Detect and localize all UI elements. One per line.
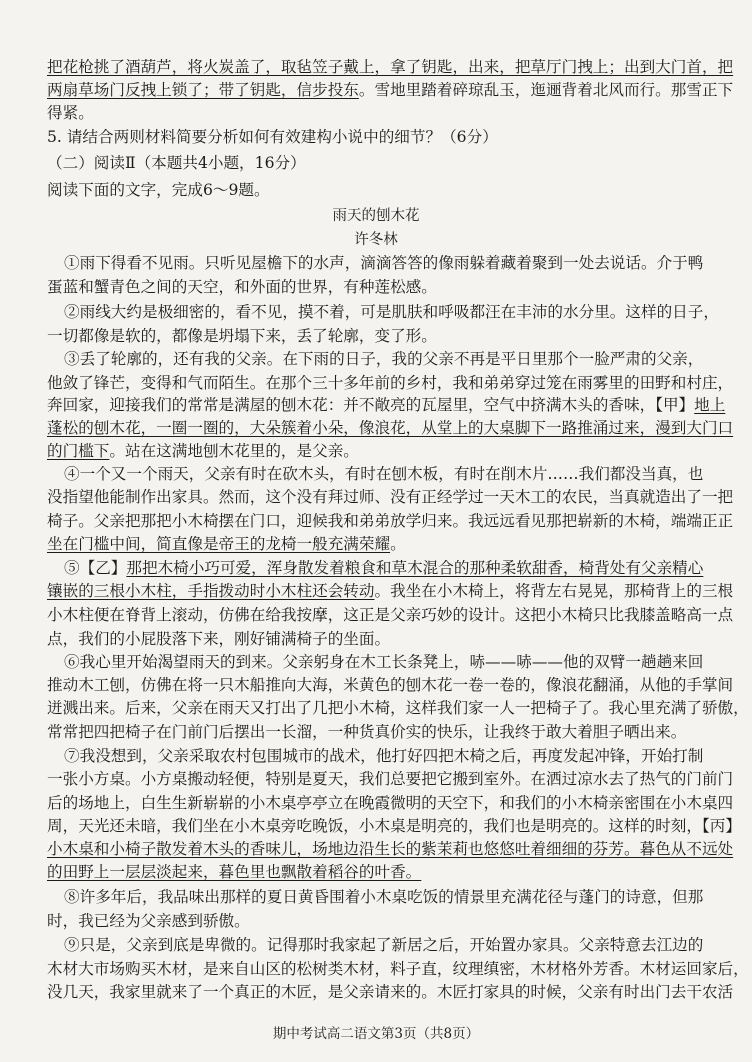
text-line: 木材大市场购买木材，是来自山区的松树类木材，料子直，纹理缜密，木材格外芳香。木材运回家后， (47, 960, 749, 978)
text-line: 两扇草场门反拽上锁了；带了钥匙，信步投东。雪地里踏着碎琼乱玉，迤逦背着北风而行。那雪正下 (47, 81, 734, 99)
article-title: 雨天的刨木花 (332, 208, 420, 224)
text-line (47, 417, 752, 439)
text-line: 蛋蓝和蟹青色之间的天空，和外面的世界，有种莲松感。 (47, 278, 437, 296)
text-line: 的门槛下。站在这满地刨木花里的，是父亲。 (47, 442, 359, 460)
underlined-text: 地上 (694, 396, 726, 414)
text-line: 一切都像是软的，都像是坍塌下来，丢了轮廓，变了形。 (47, 327, 437, 345)
text-line: 奔回家，迎接我们的常常是满屋的刨木花：并不敞亮的瓦屋里，空气中挤满木头的香味，【甲】地上 (47, 396, 726, 414)
underlined-text: 的田野上一层层淡起来，暮色里也飘散着稻谷的叶香。 (47, 863, 422, 881)
underlined-text: 两扇草场门反拽上锁了；带了钥匙，信步投东 (47, 81, 359, 99)
underlined-text: 蓬松的刨木花，一圈一圈的，大朵簇着小朵，像浪花，从堂上的大桌脚下一路推涌过来，漫到大门口 (47, 419, 734, 437)
underlined-text: 那把木椅小巧可爱，浑身散发着粮食和草木混合的那种柔软甜香，椅背处有父亲精心 (126, 559, 704, 577)
text-line: ④一个又一个雨天，父亲有时在砍木头，有时在刨木板，有时在削木片……我们都没当真，也 (64, 465, 704, 483)
text-line: ②雨线大约是极细密的，看不见，摸不着，可是肌肤和呼吸都汪在丰沛的水分里。这样的日子， (64, 303, 719, 321)
text-line: ⑥我心里开始渴望雨天的到来。父亲躬身在木工长条凳上，哧——哧——他的双臂一趟趟来回 (64, 653, 704, 671)
text-line (47, 838, 752, 860)
article-author: 许冬林 (354, 232, 398, 248)
text-line: ①雨下得看不见雨。只听见屋檐下的水声，滴滴答答的像雨躲着藏着聚到一处去说话。介于鸭 (64, 254, 704, 272)
text-line: 椅子。父亲把那把小木椅摆在门口，迎候我和弟弟放学归来。我远远看见那把崭新的木椅，端端正正 (47, 512, 734, 530)
text-line: ⑧许多年后，我品味出那样的夏日黄昏围着小木桌吃饭的情景里充满花径与蓬门的诗意，但那 (64, 888, 704, 906)
underlined-text: 坐在门槛中间，简直像是帝王的龙椅一般充满荣耀 (47, 535, 391, 553)
text-line: 迸溅出来。后来，父亲在雨天又打出了几把小木椅，这样我们家一人一把椅子了。我心里充满了骄傲， (47, 699, 749, 717)
text-line: ⑨只是，父亲到底是卑微的。记得那时我家起了新居之后，开始置办家具。父亲特意去江边的 (64, 936, 704, 954)
question-5: 5. 请结合两则材料简要分析如何有效建构小说中的细节？（6分） (47, 128, 498, 146)
underlined-text: 的门槛下 (47, 442, 110, 460)
text-line: 常常把四把椅子在门前门后摆出一长溜，一种货真价实的快乐，让我终于敢大着胆子晒出来。 (47, 723, 687, 741)
underlined-text: 小木桌和小椅子散发着木头的香味儿，场地边沿生长的紫茉莉也悠悠吐着细细的芬芳。暮色从不远处 (47, 840, 734, 858)
text-line: 一张小方桌。小方桌搬动轻便，特别是夏天，我们总要把它搬到室外。在洒过凉水去了热气的门前门 (47, 770, 734, 788)
section-heading: （二）阅读Ⅱ（本题共4小题，16分） (47, 154, 306, 172)
text-line: ③丢了轮廓的，还有我的父亲。在下雨的日子，我的父亲不再是平日里那个一脸严肃的父亲， (64, 350, 704, 368)
text-line: ⑦我没想到，父亲采取农村包围城市的战术，他打好四把木椅之后，再度发起冲锋，开始打制 (64, 747, 704, 765)
text-line: 没指望他能制作出家具。然而，这个没有拜过师、没有正经学过一天木工的农民，当真就造出了一把 (47, 488, 734, 506)
text-line: 得紧。 (47, 104, 94, 122)
text-line: 推动木工刨，仿佛在将一只木船推向大海，米黄色的刨木花一卷一卷的，像浪花翻涌，从他的手掌间 (47, 676, 734, 694)
text-line (47, 861, 752, 883)
text-line: 周，天光还未暗，我们坐在小木桌旁吃晚饭，小木桌是明亮的，我们也是明亮的。这样的时刻，【丙】 (47, 817, 741, 835)
text-line: 后的场地上，白生生新崭崭的小木桌亭亭立在晚霞微明的天空下，和我们的小木椅亲密围在小木桌四 (47, 794, 734, 812)
underlined-text: 把花枪挑了酒葫芦，将火炭盖了，取毡笠子戴上，拿了钥匙，出来，把草厅门拽上；出到大门首，把 (47, 58, 734, 76)
text-line: 没几天，我家里就来了一个真正的木匠，是父亲请来的。木匠打家具的时候，父亲有时出门去干农活 (47, 983, 734, 1001)
underlined-text: 镶嵌的三根小木柱，手指拨动时小木柱还会转动 (47, 582, 375, 600)
text-line: 时，我已经为父亲感到骄傲。 (47, 912, 250, 930)
text-line: 坐在门槛中间，简直像是帝王的龙椅一般充满荣耀。 (47, 535, 406, 553)
reading-instruction: 阅读下面的文字，完成6～9题。 (47, 181, 270, 199)
text-line: ⑤【乙】那把木椅小巧可爱，浑身散发着粮食和草木混合的那种柔软甜香，椅背处有父亲精心 (64, 559, 704, 577)
page-footer: 期中考试高二语文第3页（共8页） (272, 1026, 480, 1042)
text-line (47, 56, 752, 78)
text-line: 点，我们的小屁股落下来，刚好铺满椅子的坐面。 (47, 630, 391, 648)
text-line: 镶嵌的三根小木柱，手指拨动时小木柱还会转动。我坐在小木椅上，将背左右晃晃，那椅背上的三根 (47, 582, 734, 600)
text-line: 他敛了锋芒，变得和气而陌生。在那个三十多年前的乡村，我和弟弟穿过笼在雨雾里的田野和村庄， (47, 374, 734, 392)
text-line: 小木柱便在脊背上滚动，仿佛在给我按摩，这正是父亲巧妙的设计。这把小木椅只比我膝盖略高一点 (47, 606, 734, 624)
